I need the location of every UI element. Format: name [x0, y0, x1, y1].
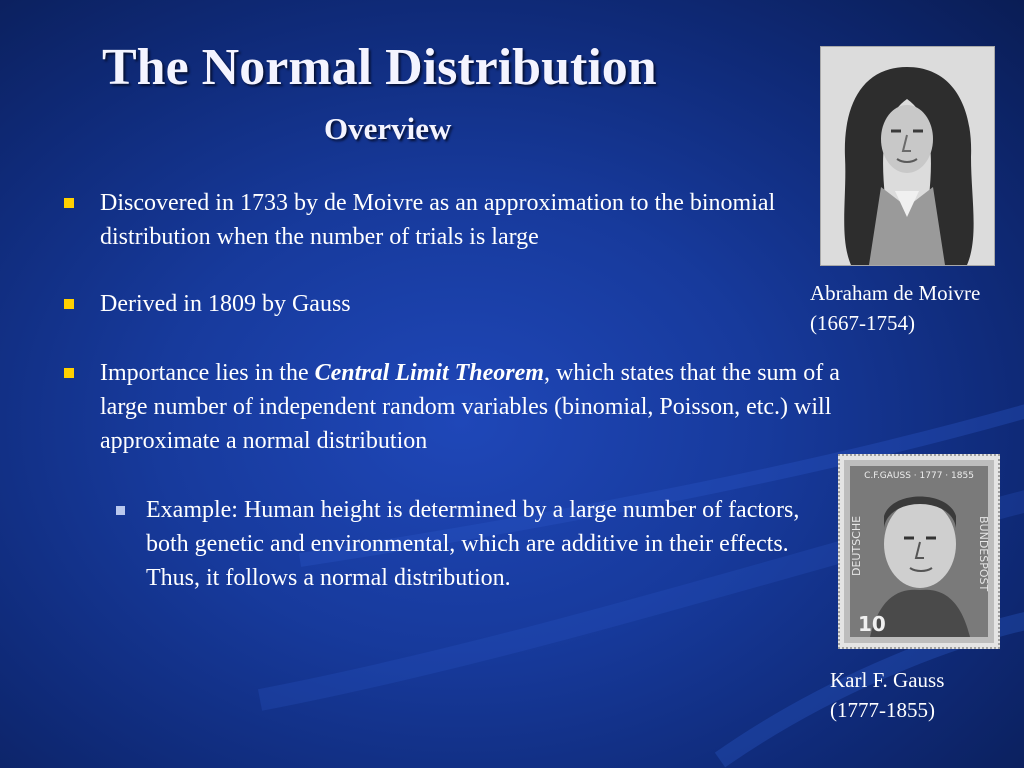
gauss-name: Karl F. Gauss	[830, 668, 945, 692]
central-limit-theorem-emphasis: Central Limit Theorem	[314, 360, 544, 386]
bullet-text	[100, 356, 840, 458]
stamp-right-text: BUNDESPOST	[977, 516, 990, 592]
bullet-text: Derived in 1809 by Gauss	[100, 291, 351, 317]
square-bullet-icon	[64, 198, 74, 208]
stamp-left-text: DEUTSCHE	[850, 515, 863, 576]
slide-title: The Normal Distribution	[102, 39, 657, 96]
gauss-years: (1777-1855)	[830, 698, 935, 722]
de-moivre-portrait	[820, 46, 995, 266]
stamp-value-text: 10	[858, 612, 886, 636]
square-sub-bullet-icon	[116, 506, 125, 515]
de-moivre-name: Abraham de Moivre	[810, 281, 981, 305]
sub-bullet-text: Example: Human height is determined by a large number of factors, both genetic and environmental, which are additive in their effects. Thus, it follows a normal distribution.	[146, 497, 800, 591]
bullet-item	[100, 186, 820, 254]
sub-bullet-item	[146, 493, 836, 595]
de-moivre-caption	[810, 278, 980, 338]
square-bullet-icon	[64, 299, 74, 309]
bullet-item	[100, 287, 820, 321]
bullet-text-after: , which states that the sum of a large number of independent random variables (binomial, Poisson, etc.) will approximate a normal distribution	[100, 360, 840, 454]
slide-subtitle: Overview	[324, 111, 452, 146]
square-bullet-icon	[64, 368, 74, 378]
bullet-text: Discovered in 1733 by de Moivre as an approximation to the binomial distribution when the number of trials is large	[100, 190, 776, 250]
bullet-text-before: Importance lies in the	[100, 360, 315, 386]
bullet-item	[100, 356, 840, 458]
gauss-stamp-image	[838, 454, 1000, 649]
gauss-caption	[830, 665, 944, 725]
stamp-header-text: C.F.GAUSS · 1777 · 1855	[864, 471, 974, 481]
de-moivre-years: (1667-1754)	[810, 311, 915, 335]
